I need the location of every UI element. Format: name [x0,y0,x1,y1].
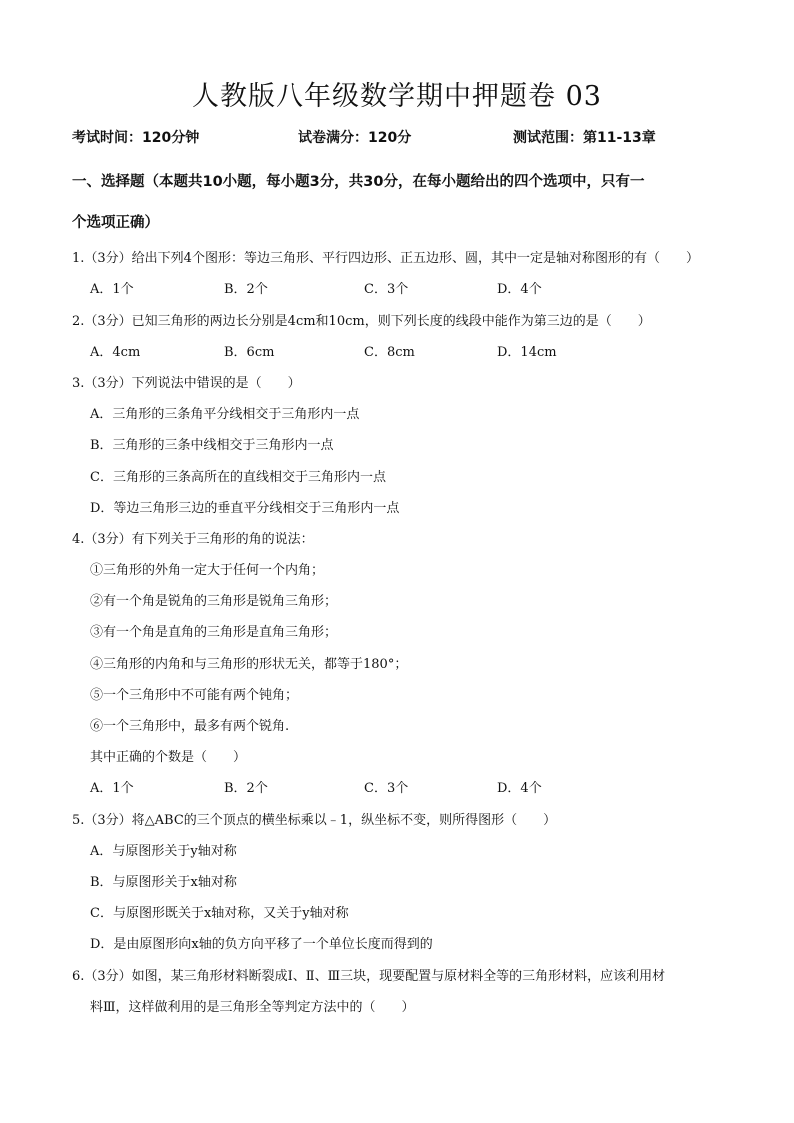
question-3-option-c: C．三角形的三条高所在的直线相交于三角形内一点 [90,470,386,485]
question-5-option-d: D．是由原图形向x轴的负方向平移了一个单位长度而得到的 [90,937,433,952]
question-1-option-c: C．3个 [364,282,409,297]
question-5-option-b: B．与原图形关于x轴对称 [90,875,237,890]
question-4-option-a: A．1个 [90,781,134,796]
page-title: 人教版八年级数学期中押题卷 03 [192,81,602,112]
question-2-option-a: A．4cm [90,345,141,360]
exam-time: 考试时间：120分钟 [72,130,200,146]
question-1-option-a: A．1个 [90,282,134,297]
exam-info [0,127,794,149]
question-6-stem-line1: 6.（3分）如图，某三角形材料断裂成Ⅰ、Ⅱ、Ⅲ三块，现要配置与原材料全等的三角形材料，应该利用材 [72,969,666,984]
question-4-option-b: B．2个 [224,781,268,796]
section-heading-line2: 个选项正确） [72,215,159,231]
question-4-stem: 4.（3分）有下列关于三角形的角的说法： [72,532,314,547]
question-4-statement-5: ⑤一个三角形中不可能有两个钝角； [90,688,299,703]
question-6-stem-line2: 料Ⅲ，这样做利用的是三角形全等判定方法中的（ ） [90,1000,415,1015]
question-3-option-a: A．三角形的三条角平分线相交于三角形内一点 [90,407,360,422]
question-3-option-d: D．等边三角形三边的垂直平分线相交于三角形内一点 [90,501,400,516]
question-1-option-b: B．2个 [224,282,268,297]
question-2-option-b: B．6cm [224,345,275,360]
question-5-option-a: A．与原图形关于y轴对称 [90,844,237,859]
question-2-stem: 2.（3分）已知三角形的两边长分别是4cm和10cm，则下列长度的线段中能作为第三边的是（ ） [72,314,651,329]
question-4-option-d: D．4个 [497,781,542,796]
question-4-statement-2: ②有一个角是锐角的三角形是锐角三角形； [90,594,338,609]
question-5-option-c: C．与原图形既关于x轴对称，又关于y轴对称 [90,906,349,921]
question-1-stem: 1.（3分）给出下列4个图形：等边三角形、平行四边形、正五边形、圆，其中一定是轴对称图形的有（ ） [72,251,699,266]
question-3-option-b: B．三角形的三条中线相交于三角形内一点 [90,438,334,453]
question-2-option-c: C．8cm [364,345,415,360]
section-heading-line1: 一、选择题（本题共10小题，每小题3分，共30分，在每小题给出的四个选项中，只有一 [72,174,645,190]
question-4-statement-1: ①三角形的外角一定大于任何一个内角； [90,563,325,578]
question-4-statement-6: ⑥一个三角形中，最多有两个锐角. [90,719,290,734]
question-3-stem: 3.（3分）下列说法中错误的是（ ） [72,376,301,391]
question-4-statement-4: ④三角形的内角和与三角形的形状无关，都等于180°； [90,657,408,672]
question-1-option-d: D．4个 [497,282,542,297]
question-4-ask: 其中正确的个数是（ ） [90,750,247,765]
question-5-stem: 5.（3分）将△ABC的三个顶点的横坐标乘以﹣1，纵坐标不变，则所得图形（ ） [72,813,557,828]
question-4-option-c: C．3个 [364,781,409,796]
question-4-statement-3: ③有一个角是直角的三角形是直角三角形； [90,625,338,640]
question-2-option-d: D．14cm [497,345,557,360]
exam-range: 测试范围：第11-13章 [513,130,656,146]
exam-full-score: 试卷满分：120分 [298,130,412,146]
